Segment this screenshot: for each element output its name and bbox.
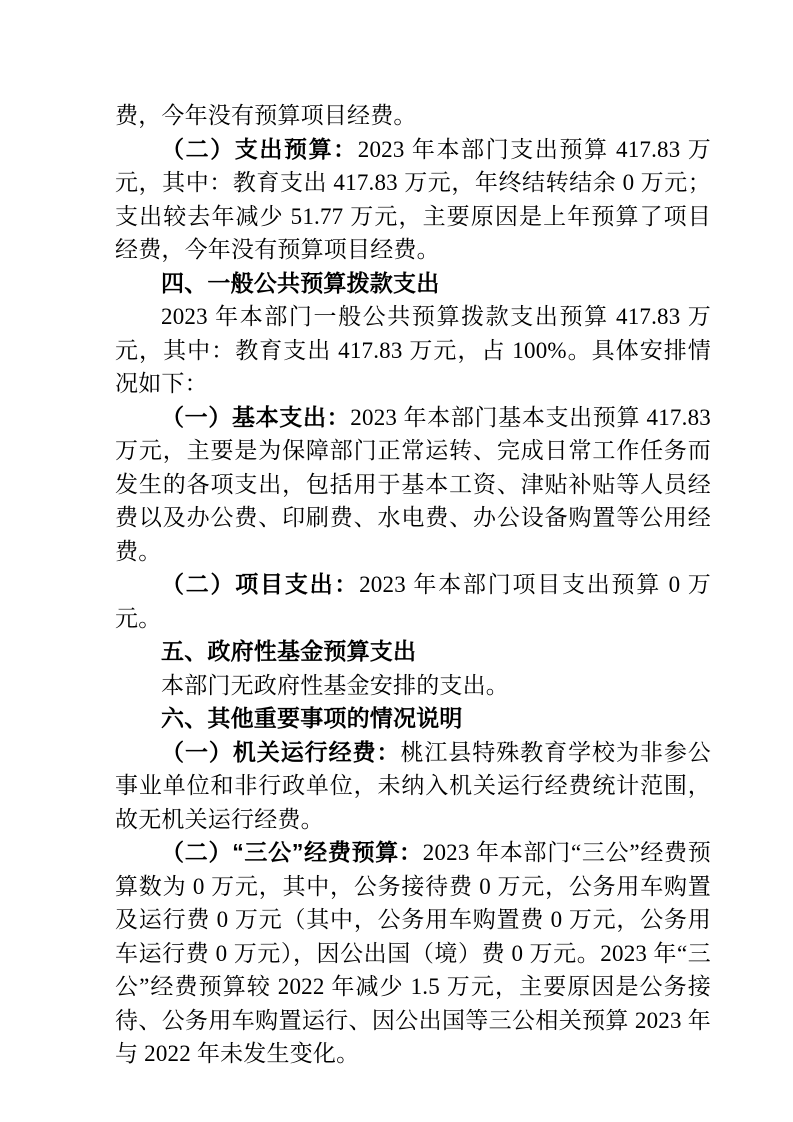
paragraph-three-public-expenses [115, 836, 711, 1071]
paragraph-agency-operating-cost [115, 736, 711, 837]
paragraph-lead: （二）支出预算： [161, 135, 358, 162]
paragraph-text: 2023 年本部门支出预算 417.83 万元，其中：教育支出 417.83 万元，年终结转结余 0 万元；支出较去年减少 51.77 万元，主要原因是上年预算了项目经费，今年没有预算项目经费。 [115, 136, 711, 262]
paragraph-expenditure-budget [115, 133, 711, 267]
paragraph-continuation [115, 99, 711, 133]
paragraph-text: 本部门无政府性基金安排的支出。 [161, 672, 509, 698]
paragraph-text: 桃江县特殊教育学校为非参公事业单位和非行政单位，未纳入机关运行经费统计范围，故无机关运行经费。 [115, 739, 711, 832]
paragraph-text: 2023 年本部门一般公共预算拨款支出预算 417.83 万元，其中：教育支出 417.83 万元，占 100%。具体安排情况如下： [115, 304, 711, 396]
heading-section-6: 六、其他重要事项的情况说明 [161, 705, 463, 731]
paragraph-general-budget-expenditure [115, 300, 711, 401]
paragraph-lead: （二）项目支出： [161, 571, 360, 597]
paragraph-project-expenditure [115, 568, 711, 635]
paragraph-basic-expenditure [115, 401, 711, 569]
paragraph-gov-fund [115, 669, 711, 703]
paragraph-text: 2023 年本部门基本支出预算 417.83 万元，主要是为保障部门正常运转、完成日常工作任务而发生的各项支出，包括用于基本工资、津贴补贴等人员经费以及办公费、印刷费、水电费、办公设备购置等公用经费。 [115, 404, 711, 564]
paragraph-text: 费，今年没有预算项目经费。 [115, 103, 417, 128]
document-body [115, 99, 711, 1071]
paragraph-lead: （一）机关运行经费： [161, 738, 401, 765]
heading-section-4: 四、一般公共预算拨款支出 [161, 269, 440, 296]
paragraph-text: 2023 年本部门项目支出预算 0 万元。 [115, 572, 711, 631]
paragraph-lead: （二）“三公”经费预算： [161, 839, 423, 865]
heading-section-5: 五、政府性基金预算支出 [161, 638, 417, 664]
paragraph-text: 2023 年本部门“三公”经费预算数为 0 万元，其中，公务接待费 0 万元，公务用车购置及运行费 0 万元（其中，公务用车购置费 0 万元，公务用车运行费 0 万元），因公出国（境）费 0 万元。2023 年“三公”经费预算较 2022 年减少 1.5 万元，主要原因是公务接待、公务用车购置运行、因公出国等三公相关预算 2023 年与 2022 年未发生变化。 [115, 840, 711, 1066]
paragraph-lead: （一）基本支出： [161, 403, 351, 430]
